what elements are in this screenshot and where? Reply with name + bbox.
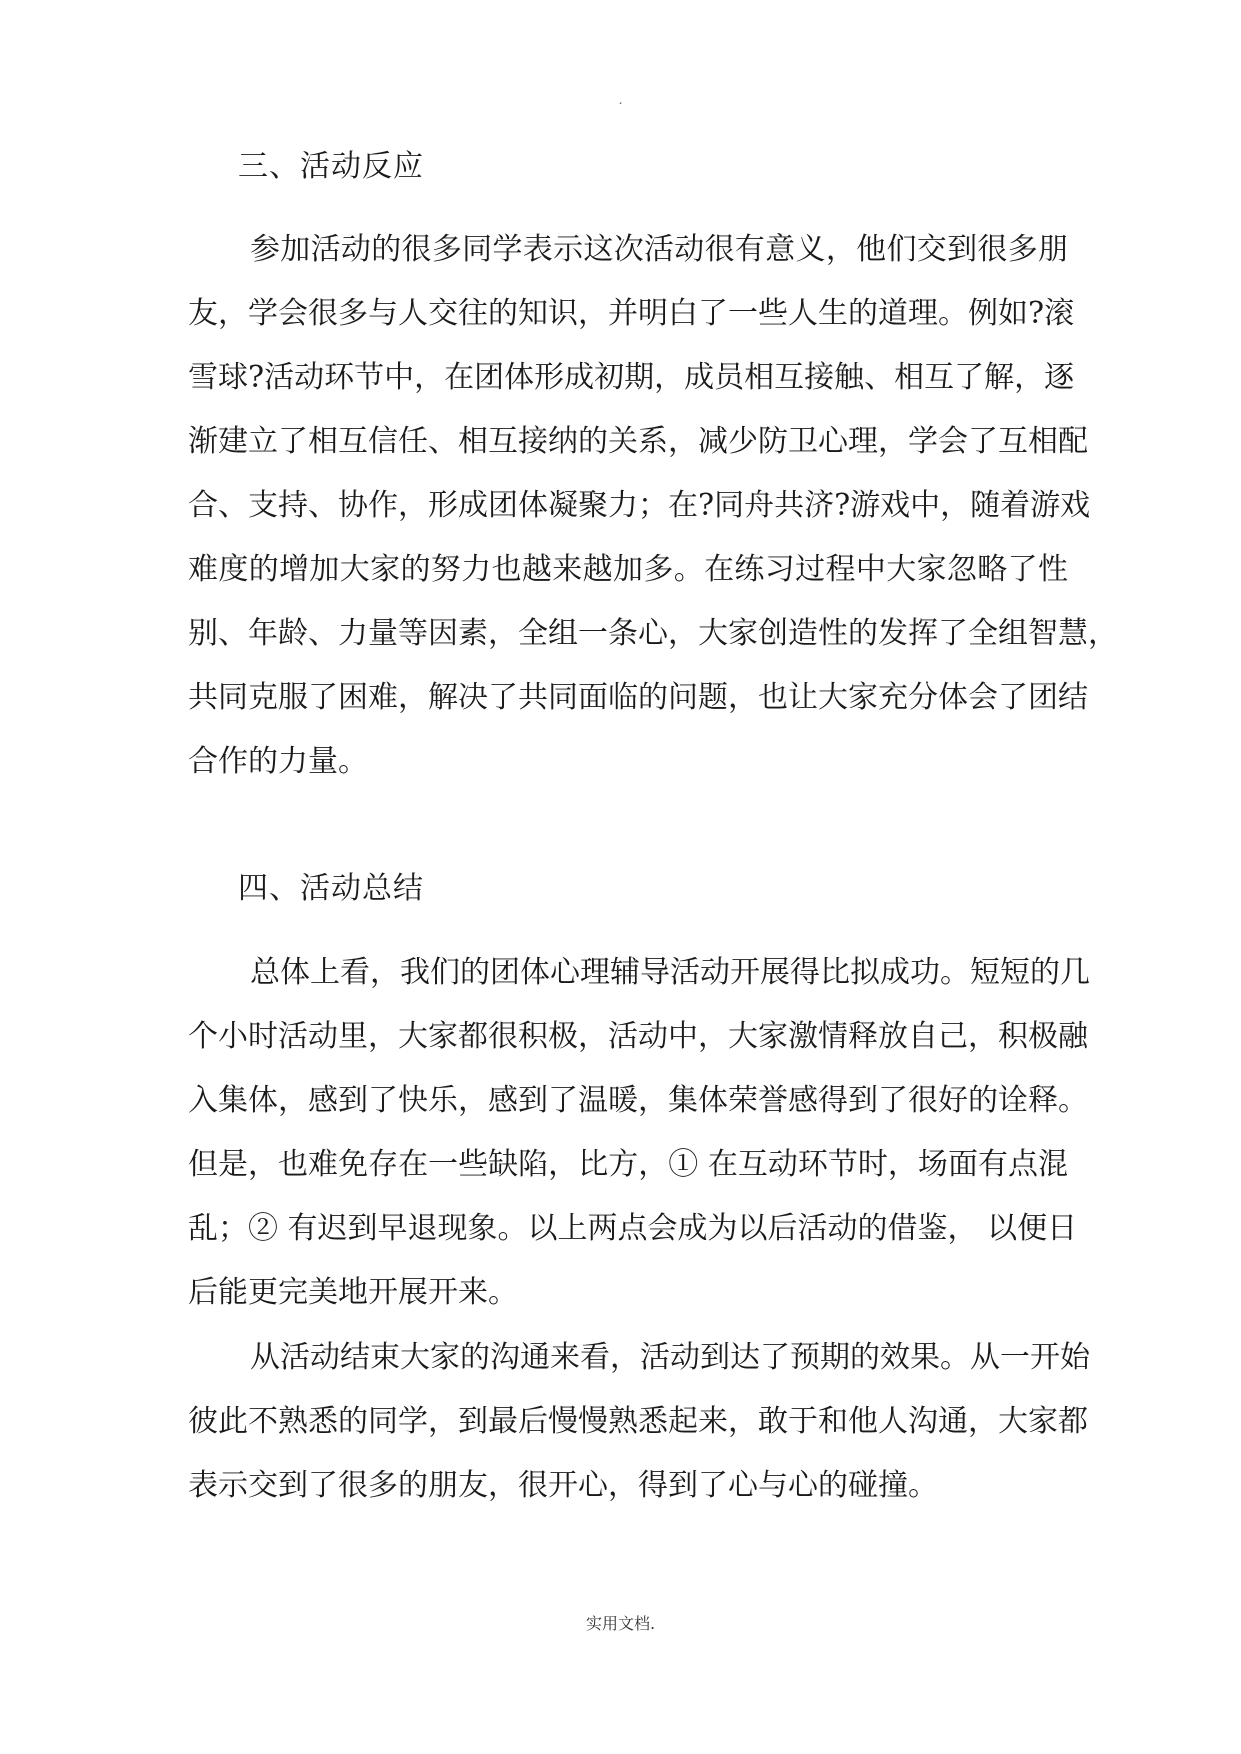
header-mark: . xyxy=(618,93,623,107)
paragraph-line: 个小时活动里，大家都很积极，活动中，大家激情释放自己，积极融 xyxy=(188,1019,1088,1054)
page-footer: 实用文档. xyxy=(585,1614,656,1633)
paragraph-line: 合作的力量。 xyxy=(188,744,368,779)
paragraph-line: 乱；② 有迟到早退现象。以上两点会成为以后活动的借鉴， 以便日 xyxy=(188,1211,1078,1246)
paragraph-line: 别、年龄、力量等因素，全组一条心，大家创造性的发挥了全组智慧， xyxy=(188,616,1118,651)
paragraph-line: 表示交到了很多的朋友，很开心，得到了心与心的碰撞。 xyxy=(188,1468,938,1503)
section-4-heading: 四、活动总结 xyxy=(238,871,424,906)
paragraph-line: 参加活动的很多同学表示这次活动很有意义，他们交到很多朋 xyxy=(250,232,1068,267)
paragraph-line: 渐建立了相互信任、相互接纳的关系，减少防卫心理，学会了互相配 xyxy=(188,424,1088,459)
paragraph-line: 难度的增加大家的努力也越来越加多。在练习过程中大家忽略了性 xyxy=(188,552,1068,587)
paragraph-line: 后能更完美地开展开来。 xyxy=(188,1275,518,1310)
paragraph-line: 但是，也难免存在一些缺陷，比方，① 在互动环节时，场面有点混 xyxy=(188,1147,1068,1182)
paragraph-line: 彼此不熟悉的同学，到最后慢慢熟悉起来，敢于和他人沟通，大家都 xyxy=(188,1404,1088,1439)
paragraph-line: 合、支持、协作，形成团体凝聚力；在?同舟共济?游戏中，随着游戏 xyxy=(188,488,1091,523)
paragraph-line: 从活动结束大家的沟通来看，活动到达了预期的效果。从一开始 xyxy=(250,1340,1090,1375)
section-3-paragraph xyxy=(188,218,1118,794)
paragraph-line: 友，学会很多与人交往的知识，并明白了一些人生的道理。例如?滚 xyxy=(188,296,1075,331)
paragraph-line: 入集体，感到了快乐，感到了温暖，集体荣誉感得到了很好的诠释。 xyxy=(188,1083,1088,1118)
paragraph-line: 共同克服了困难，解决了共同面临的问题，也让大家充分体会了团结 xyxy=(188,680,1088,715)
paragraph-line: 雪球?活动环节中，在团体形成初期，成员相互接触、相互了解，逐 xyxy=(188,360,1075,395)
section-4-paragraph-2 xyxy=(188,1326,1090,1518)
section-3-heading: 三、活动反应 xyxy=(238,149,424,184)
paragraph-line: 总体上看，我们的团体心理辅导活动开展得比拟成功。短短的几 xyxy=(250,955,1090,990)
section-4-paragraph-1 xyxy=(188,941,1090,1325)
